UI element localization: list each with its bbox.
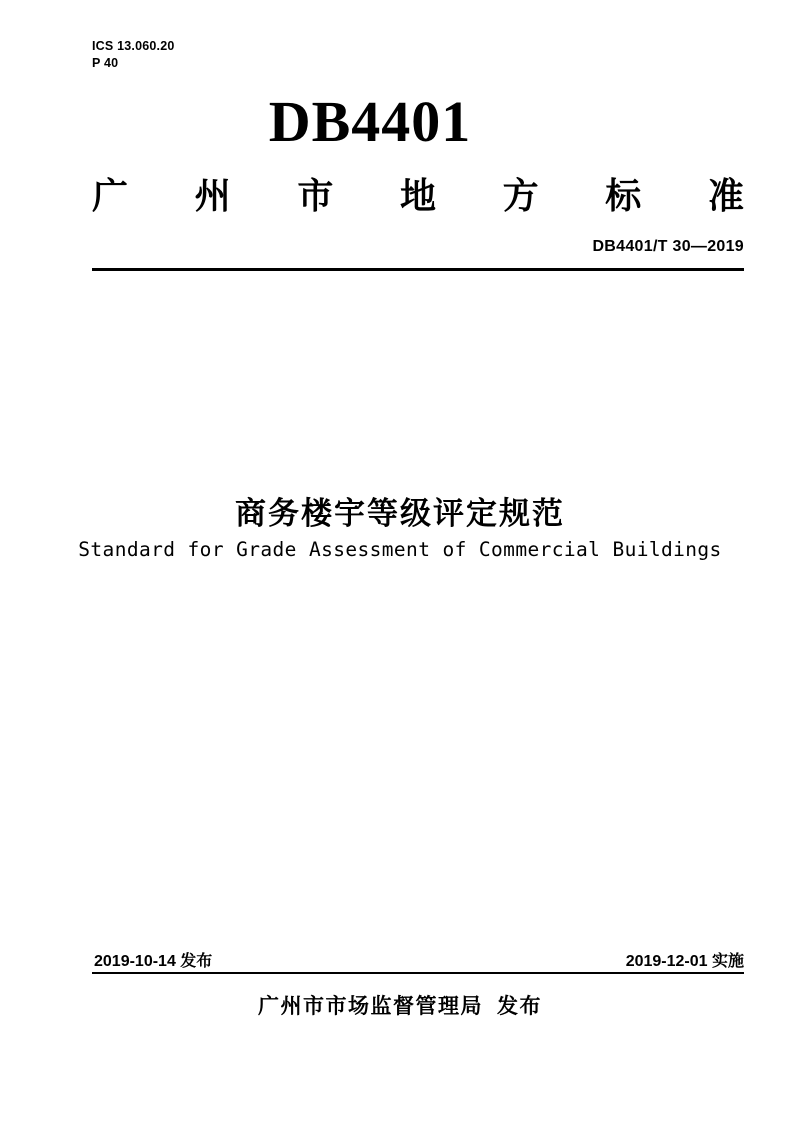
- standard-type-line: [92, 168, 744, 219]
- standard-type-char-2: 州: [194, 175, 231, 216]
- standard-code: DB4401: [268, 89, 472, 154]
- classification-code: P 40: [92, 56, 119, 70]
- standard-number: DB4401/T 30—2019: [592, 238, 744, 255]
- header-divider: [92, 268, 744, 271]
- standard-type-char-5: 方: [502, 175, 539, 216]
- standard-type-char-3: 市: [297, 175, 334, 216]
- issuer-line: [0, 990, 800, 1020]
- ics-header: [92, 38, 175, 72]
- standard-type-char-7: 准: [707, 175, 744, 216]
- standard-type-char-4: 地: [399, 175, 436, 216]
- issuer-name: 广州市市场监督管理局: [258, 995, 483, 1018]
- effective-date: 2019-12-01 实施: [625, 953, 744, 970]
- page-title-cn: 商务楼宇等级评定规范: [235, 496, 565, 531]
- ics-code: ICS 13.060.20: [92, 39, 175, 53]
- footer-divider: [92, 972, 744, 974]
- standard-type-char-1: 广: [92, 175, 129, 216]
- issuer-verb: 发布: [497, 995, 542, 1018]
- page-title-en: Standard for Grade Assessment of Commercial Buildings: [78, 538, 722, 561]
- standard-type-char-6: 标: [605, 175, 642, 216]
- issue-date: 2019-10-14 发布: [94, 953, 213, 970]
